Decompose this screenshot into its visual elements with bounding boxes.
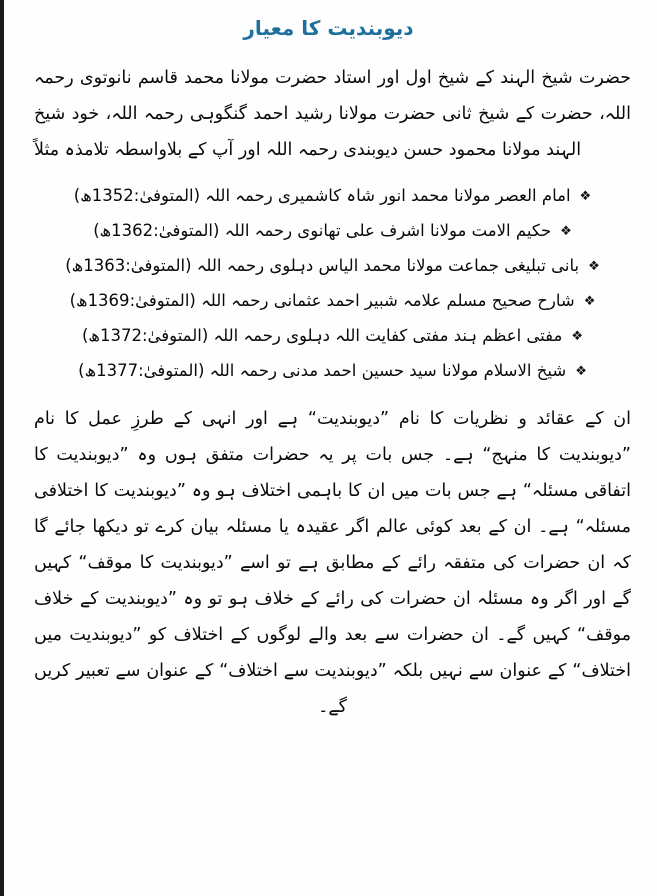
list-item bbox=[34, 285, 631, 319]
list-item bbox=[34, 215, 631, 249]
list-item-label: شیخ الاسلام مولانا سید حسین احمد مدنی رحمہ اللہ (المتوفیٰ:1377ھ) bbox=[78, 361, 567, 380]
scan-binding-edge bbox=[0, 0, 4, 896]
list-item-label: شارح صحیح مسلم علامہ شبیر احمد عثمانی رحمہ اللہ (المتوفیٰ:1369ھ) bbox=[69, 291, 575, 310]
list-item bbox=[34, 250, 631, 284]
list-item bbox=[34, 355, 631, 389]
diamond-bullet-icon: ❖ bbox=[579, 189, 592, 204]
list-item-label: حکیم الامت مولانا اشرف علی تھانوی رحمہ اللہ (المتوفیٰ:1362ھ) bbox=[93, 221, 552, 240]
list-item bbox=[34, 320, 631, 354]
list-item-label: بانی تبلیغی جماعت مولانا محمد الیاس دہلوی رحمہ اللہ (المتوفیٰ:1363ھ) bbox=[65, 256, 580, 275]
document-body bbox=[0, 60, 657, 725]
diamond-bullet-icon: ❖ bbox=[575, 364, 587, 379]
scholar-list bbox=[34, 180, 631, 389]
diamond-bullet-icon: ❖ bbox=[560, 224, 572, 239]
page-title: دیوبندیت کا معیار bbox=[243, 16, 414, 40]
list-item-label: مفتی اعظم ہند مفتی کفایت اللہ دہلوی رحمہ اللہ (المتوفیٰ:1372ھ) bbox=[82, 326, 563, 345]
intro-paragraph: حضرت شیخ الہند کے شیخ اول اور استاد حضرت مولانا محمد قاسم نانوتوی رحمہ اللہ، حضرت کے شیخ ثانی حضرت مولانا رشید احمد گنگوہی رحمہ اللہ، خود شیخ الہند مولانا محمود حسن دیوبندی رحمہ اللہ اور آپ کے بلاواسطہ تلامذہ مثلاً bbox=[34, 68, 631, 160]
diamond-bullet-icon: ❖ bbox=[583, 294, 596, 309]
list-item-label: امام العصر مولانا محمد انور شاہ کاشمیری رحمہ اللہ (المتوفیٰ:1352ھ) bbox=[73, 186, 571, 205]
list-item bbox=[34, 180, 631, 214]
diamond-bullet-icon: ❖ bbox=[588, 259, 600, 274]
diamond-bullet-icon: ❖ bbox=[571, 329, 584, 344]
closing-paragraph: ان کے عقائد و نظریات کا نام ”دیوبندیت“ ہے اور انہی کے طرزِ عمل کا نام ”دیوبندیت کا منہج“ ہے۔ جس بات پر یہ حضرات متفق ہوں وہ ”دیوبندیت کا اتفاقی مسئلہ“ ہے جس بات میں ان کا باہمی اختلاف ہو وہ ”دیوبندیت کا اختلافی مسئلہ“ ہے۔ ان کے بعد کوئی عالم اگر عقیدہ یا مسئلہ بیان کرے تو دیکھا جائے گا کہ ان حضرات کی متفقہ رائے کے مطابق ہے تو اسے ”دیوبندیت کا موقف“ کہیں گے اور اگر وہ مسئلہ ان حضرات کی رائے کے خلاف ہو تو وہ ”دیوبندیت کے خلاف موقف“ کہیں گے۔ ان حضرات سے بعد والے لوگوں کے اختلاف کو ”دیوبندیت میں اختلاف“ کے عنوان سے نہیں بلکہ ”دیوبندیت سے اختلاف“ کے عنوان سے تعبیر کریں گے۔ bbox=[34, 409, 631, 717]
